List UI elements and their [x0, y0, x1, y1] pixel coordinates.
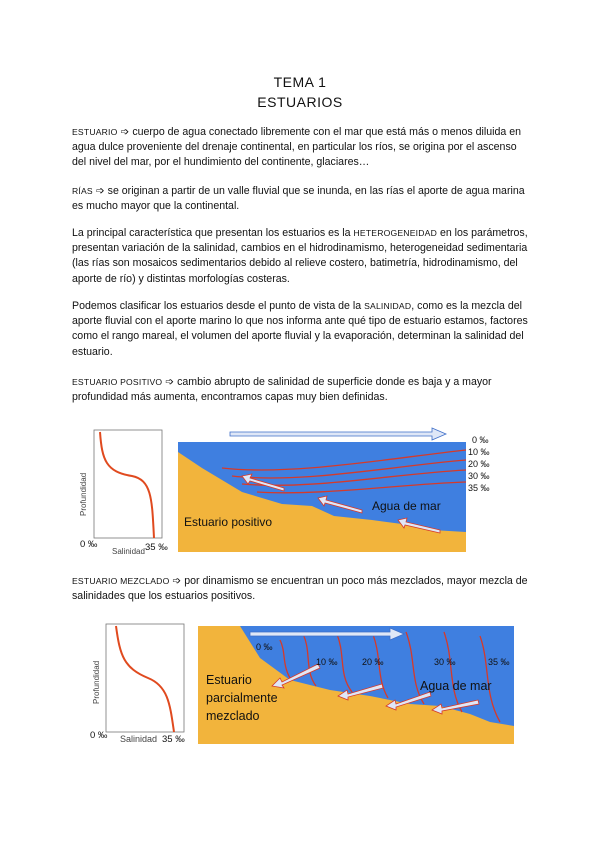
arrow-icon: ➩: [172, 575, 182, 587]
estuary-type-label: parcialmente: [206, 691, 278, 705]
surface-flow-arrow-icon: [230, 428, 446, 440]
diagram-estuario-mezclado: [90, 618, 530, 750]
profile-ylabel: Profundidad: [79, 472, 88, 516]
profile-max-label: 35 ‰: [145, 542, 168, 553]
document-subtitle: ESTUARIOS: [257, 94, 343, 110]
paragraph-text: Podemos clasificar los estuarios desde el punto de vista de la: [72, 300, 362, 312]
estuary-type-label: Estuario: [206, 673, 252, 687]
profile-xlabel: Salinidad: [120, 734, 158, 744]
term-rias: RÍAS: [72, 186, 93, 196]
term-salinidad: SALINIDAD: [364, 301, 412, 311]
isohaline-label: 20 ‰: [468, 459, 490, 469]
profile-ylabel: Profundidad: [92, 660, 101, 704]
paragraph-text: La principal característica que presentan los estuarios es la: [72, 227, 351, 239]
paragraph-salinidad: [72, 299, 530, 360]
isohaline-label: 30 ‰: [468, 471, 490, 481]
sea-water-label: Agua de mar: [420, 679, 492, 693]
diagram-estuario-positivo: [72, 420, 542, 560]
paragraph-text: en los parámetros, presentan variación de la salinidad, cambios en el hidrodinamismo, heterogeneidad sedimentaria (las rías son mosaicos sedimentarios debido al relieve costero, batimetría, hidrodinamismo, del aporte de río) y distintas morfologías costeras.: [72, 227, 528, 285]
paragraph-rias: [72, 184, 530, 214]
isohaline-label: 0 ‰: [256, 642, 273, 652]
profile-min-label: 0 ‰: [90, 730, 108, 741]
sea-water-label: Agua de mar: [372, 499, 441, 513]
isohaline-label: 10 ‰: [316, 657, 338, 667]
term-estuario: ESTUARIO: [72, 127, 118, 137]
paragraph-estuario-positivo: [72, 375, 530, 405]
isohaline-label: 0 ‰: [472, 435, 489, 445]
paragraph-text: , como es la mezcla del aporte fluvial con el aporte marino lo que nos informa ante qué tipo de estuario estamos, factores como el rango mareal, el volumen del aporte fluvial y la evaporación, determinan la salinidad del estuario.: [72, 300, 528, 358]
profile-max-label: 35 ‰: [162, 734, 185, 745]
term-estuario-positivo: ESTUARIO POSITIVO: [72, 377, 163, 387]
paragraph-heterogeneidad: [72, 226, 530, 287]
isohaline-label: 20 ‰: [362, 657, 384, 667]
term-heterogeneidad: HETEROGENEIDAD: [353, 228, 437, 238]
term-estuario-mezclado: ESTUARIO MEZCLADO: [72, 576, 170, 586]
estuary-type-label: mezclado: [206, 709, 260, 723]
paragraph-text: cuerpo de agua conectado libremente con el mar que está más o menos diluida en agua dulce proveniente del drenaje continental, en particular los ríos, se origina por el ascenso del nivel del mar, por el hundimiento del continente, glaciares…: [72, 126, 522, 169]
isohaline-label: 35 ‰: [488, 657, 510, 667]
arrow-icon: ➩: [120, 126, 130, 138]
profile-box: [94, 430, 162, 538]
estuary-type-label: Estuario positivo: [184, 515, 273, 529]
arrow-icon: ➩: [165, 376, 175, 388]
isohaline-label: 10 ‰: [468, 447, 490, 457]
paragraph-estuario: [72, 125, 530, 171]
document-title: TEMA 1: [273, 74, 327, 90]
paragraph-text: cambio abrupto de salinidad de superficie donde es baja y a mayor profundidad más aumenta, encontramos capas muy bien definidas.: [72, 376, 492, 404]
paragraph-text: se originan a partir de un valle fluvial que se inunda, en las rías el aporte de agua marina es mucho mayor que la continental.: [72, 185, 525, 213]
paragraph-text: por dinamismo se encuentran un poco más mezclados, mayor mezcla de salinidades que los estuarios positivos.: [72, 575, 528, 603]
isohaline-label: 30 ‰: [434, 657, 456, 667]
profile-xlabel: Salinidad: [112, 547, 145, 556]
isohaline-label: 35 ‰: [468, 483, 490, 493]
arrow-icon: ➩: [95, 185, 105, 197]
paragraph-estuario-mezclado: [72, 574, 530, 604]
profile-min-label: 0 ‰: [80, 539, 98, 550]
